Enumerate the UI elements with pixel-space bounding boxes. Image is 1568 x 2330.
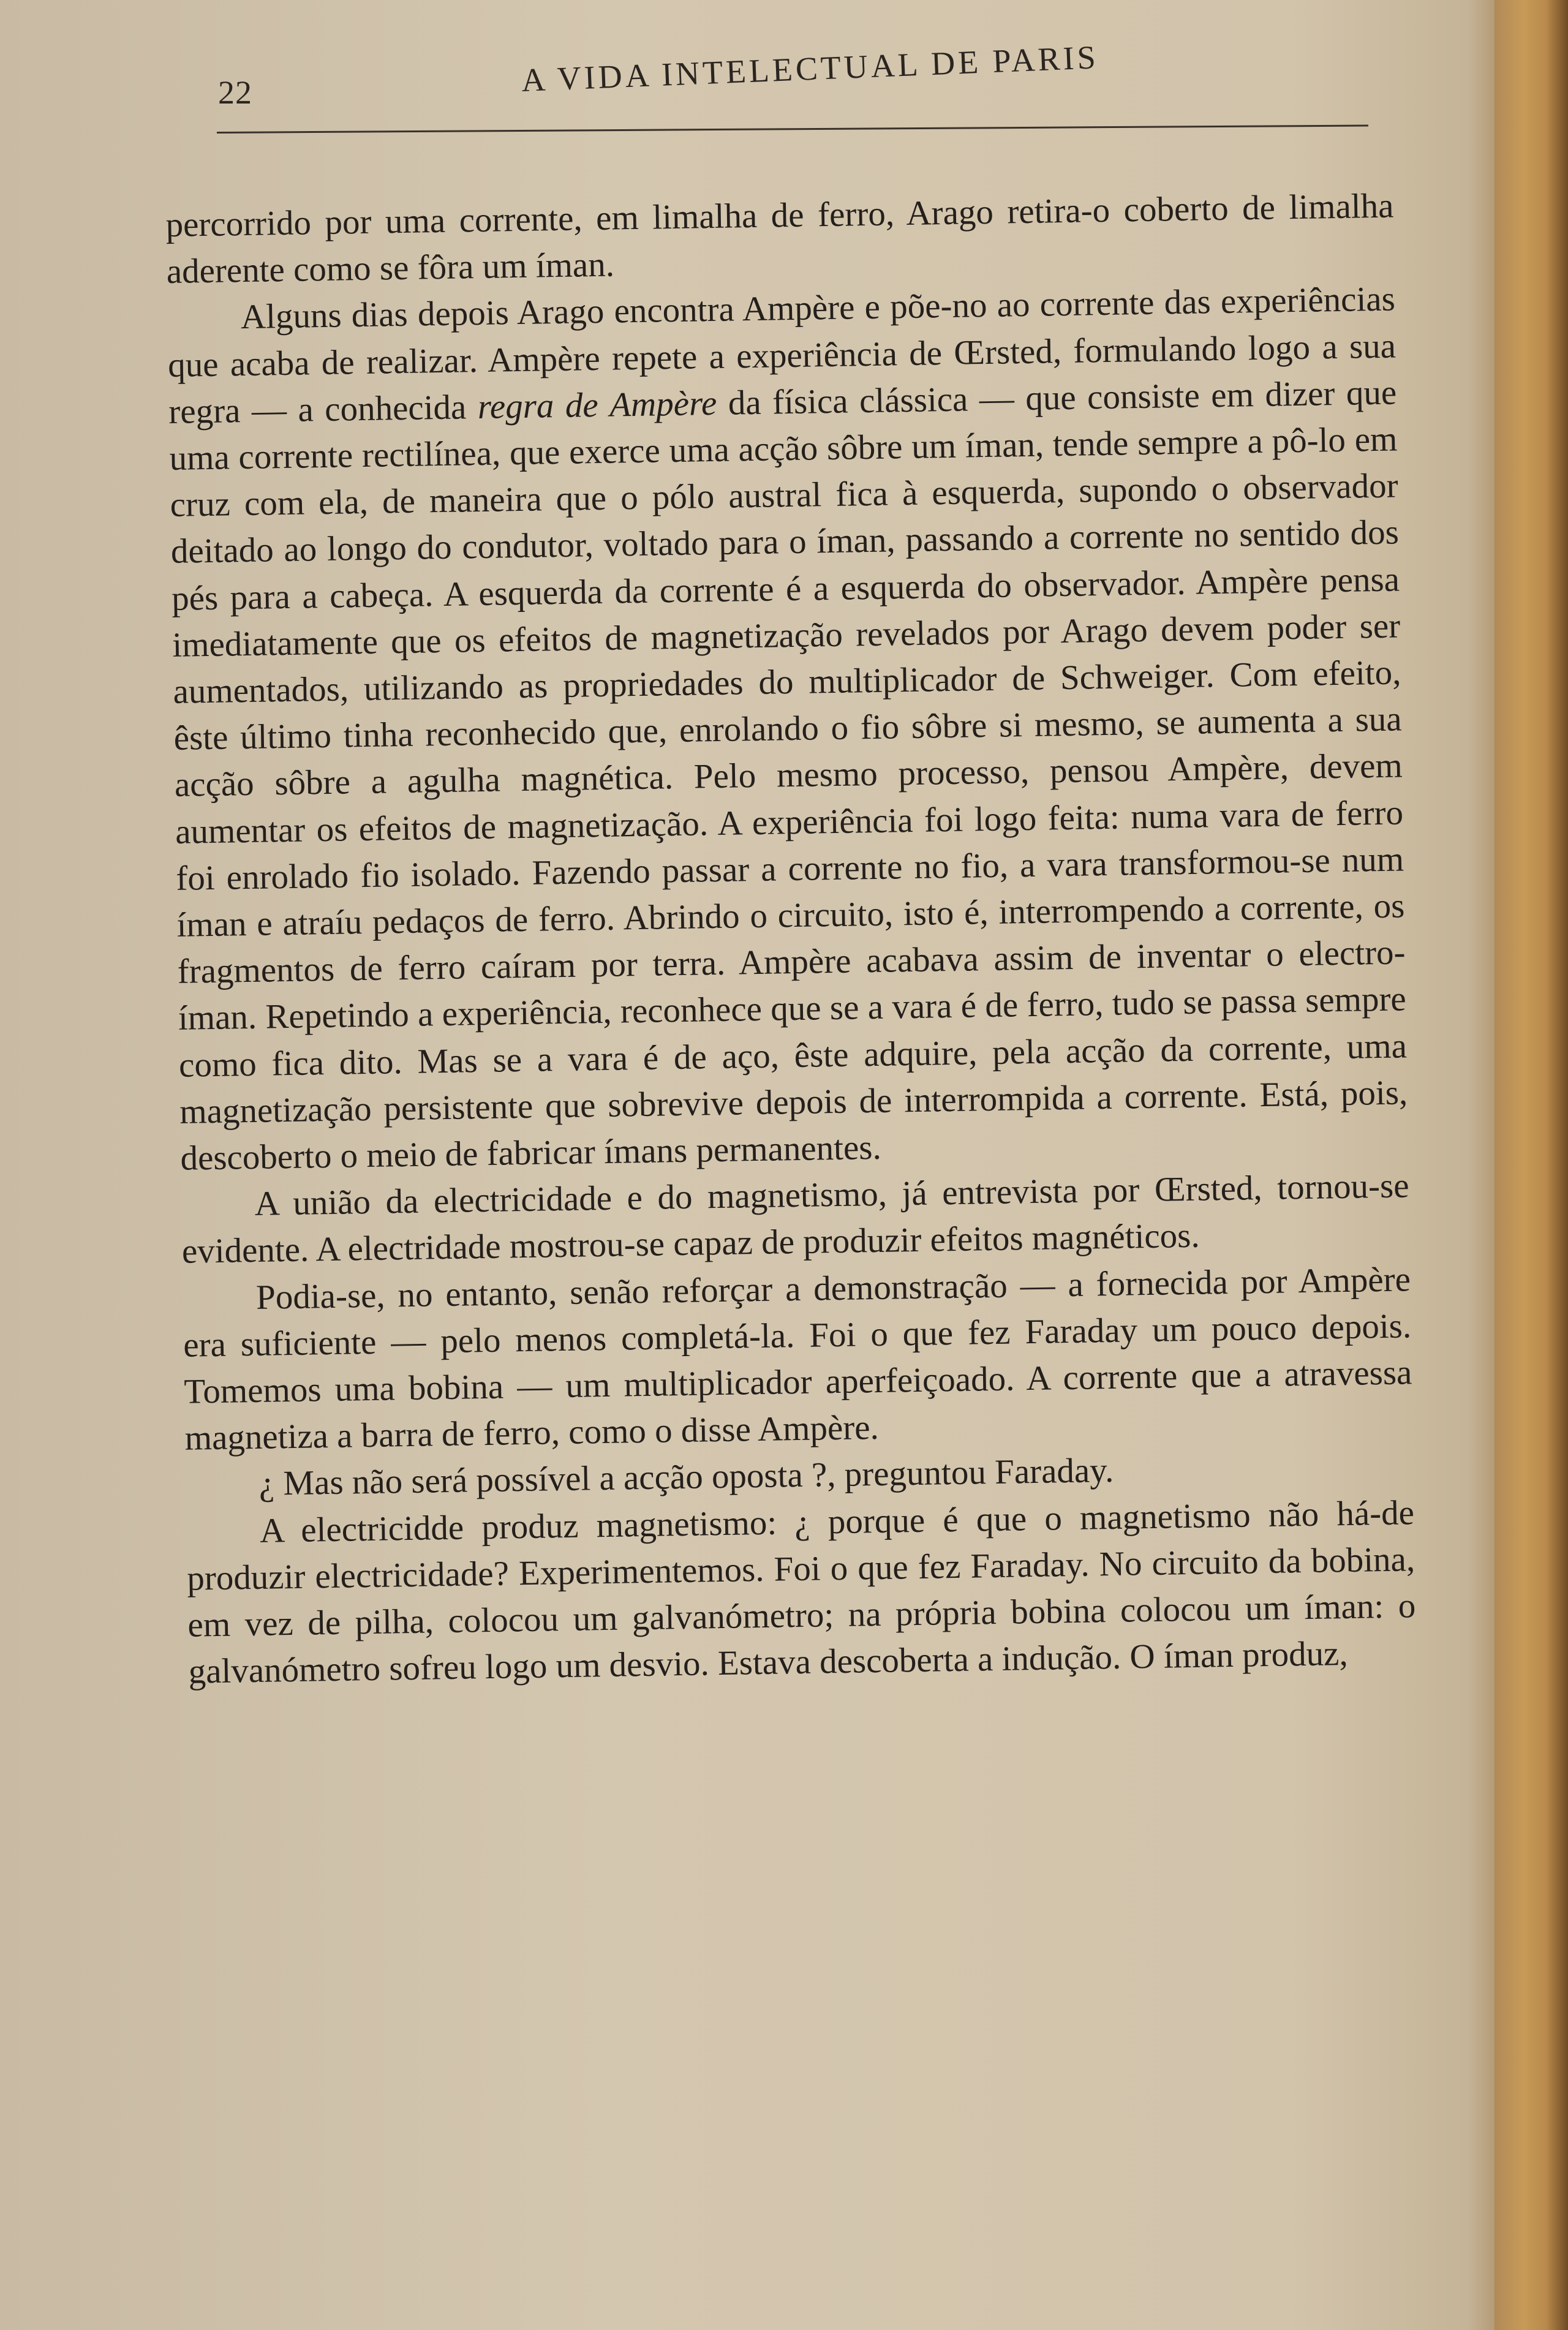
running-title: A VIDA INTELECTUAL DE PARIS (521, 39, 1099, 99)
italic-ampere: Ampère (609, 383, 717, 424)
paragraph-4 (183, 1256, 1414, 1462)
page-number: 22 (218, 74, 252, 111)
paragraph-2-start: Alguns dias depois Arago encontra Ampère e põe-no ao corrente das experiências que acaba de realizar. Ampère repete a experiência de Œrsted, formulando logo a sua regra — a conhecida (167, 279, 1396, 431)
italic-regra-de: regra de (477, 385, 599, 426)
paragraph-3-text: A união da electricidade e do magnetismo, já entrevista por Œrsted, tornou-se evidente. A electridade mostrou-se capaz de produzir efeitos magnéticos. (181, 1166, 1409, 1272)
paragraph-2-rest: da física clássica — que consiste em dizer que uma corrente rectilínea, que exerce uma acção sôbre um íman, tende sempre a pô-lo em cruz com ela, de maneira que o pólo austral fica à esquerda, supondo o observador deitado ao longo do condutor, voltado para o íman, passando a corrente no sentido dos pés para a cabeça. A esquerda da corrente é a esquerda do observador. Ampère pensa imediatamente que os efeitos de magnetização revelados por Arago devem poder ser aumentados, utilizando as propriedades do multiplicador de Schweiger. Com efeito, êste último tinha reconhecido que, enrolando o fio sôbre si mesmo, se aumenta a sua acção sôbre a agulha magnética. Pelo mesmo processo, pensou Ampère, devem aumentar os efeitos de magnetização. A experiência foi logo feita: numa vara de ferro foi enrolado fio isolado. Fazendo passar a corrente no fio, a vara transformou-se num íman e atraíu pedaços de ferro. Abrindo o circuito, isto é, interrompendo a corrente, os fragmentos de ferro caíram por terra. Ampère acabava assim de inventar o electro-íman. Repetindo a experiência, reconhece que se a vara é de ferro, tudo se passa sempre como fica dito. Mas se a vara é de aço, êste adquire, pela acção da corrente, uma magnetização persistente que sobrevive depois de interrompida a corrente. Está, pois, descoberto o meio de fabricar ímans permanentes. (169, 373, 1408, 1178)
body-text (165, 183, 1417, 1696)
page-header (214, 39, 1372, 141)
paragraph-1-text: percorrido por uma corrente, em limalha de ferro, Arago retira-o coberto de limalha aderente como se fôra um íman. (165, 186, 1394, 292)
book-edge (1494, 0, 1568, 2330)
paragraph-6 (186, 1490, 1417, 1695)
paragraph-6-text: A electricidde produz magnetismo: ¿ porque é que o magnetismo não há-de produzir electricidade? Experimentemos. Foi o que fez Faraday. No circuito da bobina, em vez de pilha, colocou um galvanómetro; na própria bobina colocou um íman: o galvanómetro sofreu logo um desvio. Estava descoberta a indução. O íman produz, (186, 1493, 1416, 1691)
header-rule (217, 125, 1368, 134)
paragraph-5-text: ¿ Mas não será possível a acção oposta ?, preguntou Faraday. (258, 1451, 1114, 1504)
paragraph-4-text: Podia-se, no entanto, senão reforçar a demonstração — a fornecida por Ampère era suficiente — pelo menos completá-la. Foi o que fez Faraday um pouco depois. Tomemos uma bobina — um multiplicador aperfeiçoado. A corrente que a atravessa magnetiza a barra de ferro, como o disse Ampère. (183, 1259, 1412, 1458)
paragraph-2 (167, 276, 1408, 1182)
